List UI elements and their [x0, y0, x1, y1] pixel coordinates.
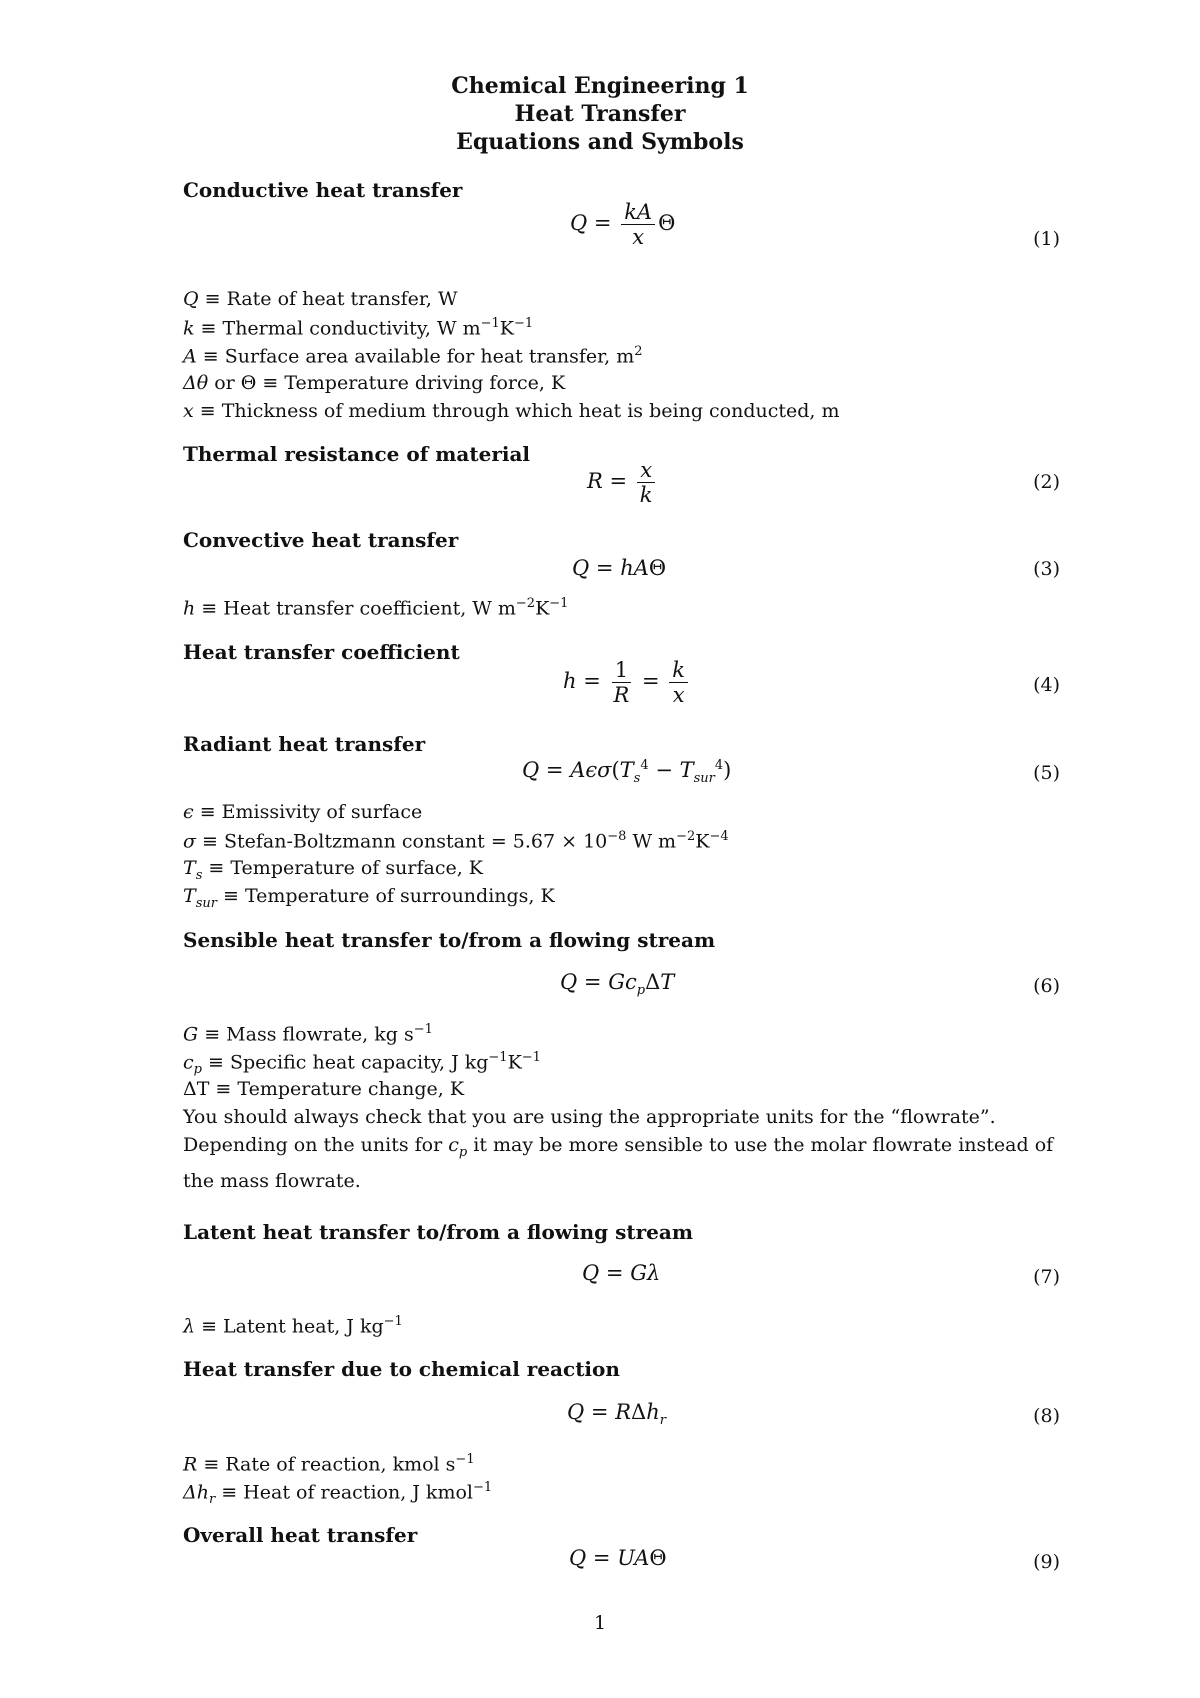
definition-theta: Δθ or Θ ≡ Temperature driving force, K [183, 372, 566, 394]
definition-R: R ≡ Rate of reaction, kmol $s^{-1}$ [183, 1452, 475, 1476]
definition-Q: Q ≡ Rate of heat transfer, W [183, 288, 458, 310]
equation-2: R = $\frac{x}{k}$ [587, 458, 659, 507]
equation-number-6: (6) [1033, 975, 1060, 997]
heading-coefficient: Heat transfer coefficient [183, 640, 460, 664]
equation-number-8: (8) [1033, 1405, 1060, 1427]
definition-cp: $c_p$ ≡ Specific heat capacity, J $kg^{-1}K^{-1}$ [183, 1050, 541, 1078]
definition-delta-T: ΔT ≡ Temperature change, K [183, 1078, 465, 1100]
equation-6: $Q = Gc_p\Delta T$ [560, 970, 675, 999]
definition-G: G ≡ Mass flowrate, kg $s^{-1}$ [183, 1022, 433, 1046]
equation-4: h = $\frac{1}{R}$ = $\frac{k}{x}$ [563, 658, 691, 707]
heading-conductive: Conductive heat transfer [183, 178, 463, 202]
equation-number-7: (7) [1033, 1266, 1060, 1288]
definition-A: A ≡ Surface area available for heat transfer, $m^2$ [183, 344, 643, 368]
title-line-2: Heat Transfer [514, 101, 686, 127]
definition-delta-hr: $\Delta h_r$ ≡ Heat of reaction, J kmol$^{-1}$ [183, 1480, 493, 1508]
equation-3: Q = hAΘ [572, 556, 667, 580]
definition-sigma: σ ≡ Stefan-Boltzmann constant = $5.67 \times 10^{-8}$ W $m^{-2}K^{-4}$ [183, 829, 729, 853]
heading-thermal-resistance: Thermal resistance of material [183, 442, 531, 466]
equation-number-2: (2) [1033, 471, 1060, 493]
equation-5: $Q = A\epsilon\sigma(T_s^4 - T_{sur}^4)$ [522, 758, 732, 787]
equation-9: Q = UAΘ [569, 1546, 667, 1570]
equation-number-1: (1) [1033, 228, 1060, 250]
heading-reaction: Heat transfer due to chemical reaction [183, 1357, 620, 1381]
title-line-3: Equations and Symbols [456, 129, 744, 155]
definition-Tsur: $T_{sur}$ ≡ Temperature of surroundings, K [183, 885, 555, 911]
equation-number-5: (5) [1033, 762, 1060, 784]
equation-7: Q = Gλ [582, 1261, 661, 1285]
definition-Ts: $T_s$ ≡ Temperature of surface, K [183, 857, 483, 883]
note-flowrate: You should always check that you are using the appropriate units for the “flowrate”. Depending on the units for $c_p$ it may be more sensible to use the molar flowrate instead of the mass flowrate. [183, 1106, 1054, 1192]
heading-sensible: Sensible heat transfer to/from a flowing stream [183, 928, 716, 952]
definition-x: x ≡ Thickness of medium through which heat is being conducted, m [183, 400, 840, 422]
equation-1: Q = $\frac{kA}{x}$ Θ [570, 200, 676, 249]
equation-number-3: (3) [1033, 558, 1060, 580]
definition-emissivity: ϵ ≡ Emissivity of surface [183, 801, 423, 823]
equation-number-9: (9) [1033, 1551, 1060, 1573]
definition-h: h ≡ Heat transfer coefficient, W $m^{-2}K^{-1}$ [183, 596, 569, 620]
heading-overall: Overall heat transfer [183, 1523, 418, 1547]
equation-8: Q = RΔh$_r$ [567, 1400, 666, 1429]
page-number: 1 [593, 1612, 607, 1634]
heading-convective: Convective heat transfer [183, 528, 459, 552]
equation-number-4: (4) [1033, 674, 1060, 696]
heading-radiant: Radiant heat transfer [183, 732, 426, 756]
document-title [0, 72, 1200, 156]
definition-k: k ≡ Thermal conductivity, W $m^{-1}K^{-1}$ [183, 316, 534, 340]
definition-lambda: λ ≡ Latent heat, J $kg^{-1}$ [183, 1314, 403, 1338]
title-line-1: Chemical Engineering 1 [451, 73, 749, 99]
heading-latent: Latent heat transfer to/from a flowing stream [183, 1220, 693, 1244]
